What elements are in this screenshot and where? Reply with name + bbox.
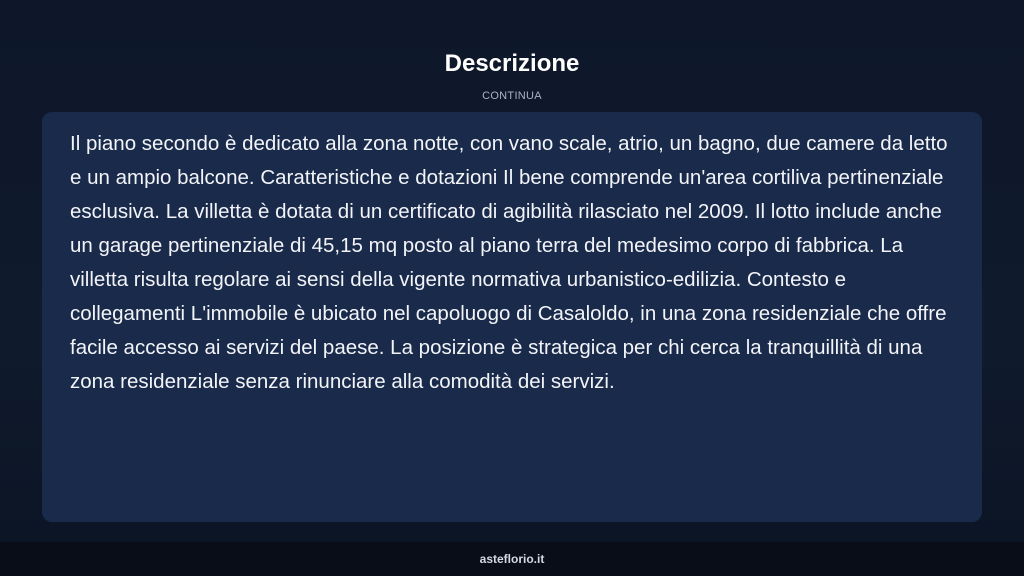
page-title: Descrizione	[444, 50, 580, 77]
footer-brand: asteflorio.it	[479, 552, 545, 566]
continua-label: CONTINUA	[482, 90, 542, 102]
description-text: Il piano secondo è dedicato alla zona notte, con vano scale, atrio, un bagno, due camere da letto e un ampio balcone. Caratteristiche e dotazioni Il bene comprende un'area cortiliva pertinenziale esclusiva. La villetta è dotata di un certificato di agibilità rilasciato nel 2009. Il lotto include anche un garage pertinenziale di 45,15 mq posto al piano terra del medesimo corpo di fabbrica. La villetta risulta regolare ai sensi della vigente normativa urbanistico-edilizia. Contesto e collegamenti L'immobile è ubicato nel capoluogo di Casaloldo, in una zona residenziale che offre facile accesso ai servizi del paese. La posizione è strategica per chi cerca la tranquillità di una zona residenziale senza rinunciare alla comodità dei servizi.	[70, 132, 948, 393]
description-card	[42, 112, 982, 522]
